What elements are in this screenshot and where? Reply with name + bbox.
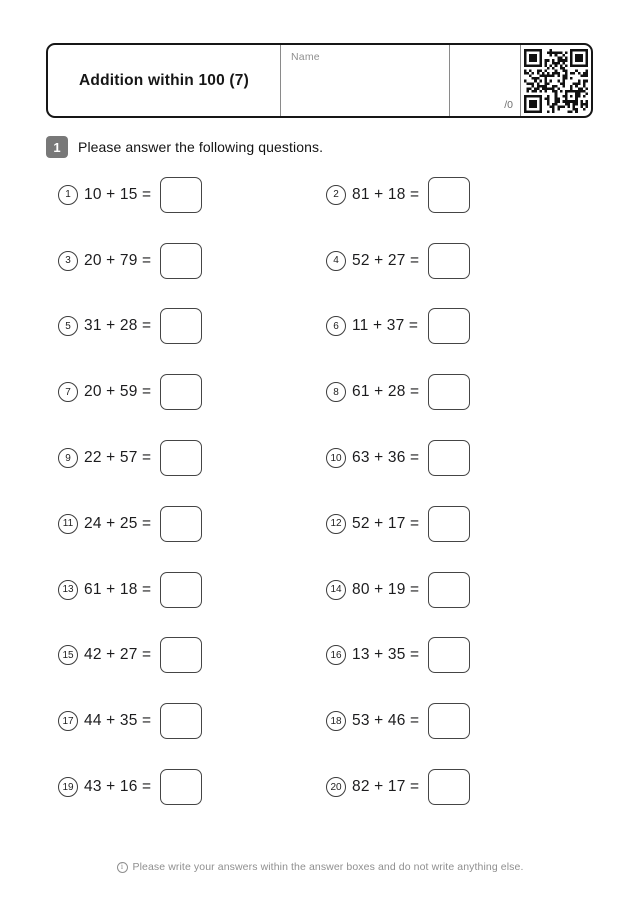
score-text: /0: [504, 99, 513, 111]
answer-box[interactable]: [428, 703, 470, 739]
answer-box[interactable]: [160, 769, 202, 805]
equation-text: 80 + 19 =: [352, 580, 420, 598]
question-number-badge: 4: [326, 251, 346, 271]
name-field[interactable]: [280, 45, 449, 116]
answer-box[interactable]: [160, 637, 202, 673]
answer-box[interactable]: [428, 506, 470, 542]
question-number-badge: 17: [58, 711, 78, 731]
section-instruction: Please answer the following questions.: [78, 139, 324, 155]
equation-text: 11 + 37 =: [352, 317, 419, 335]
equation-text: 22 + 57 =: [84, 449, 152, 467]
equation-text: 31 + 28 =: [84, 317, 152, 335]
equation-text: 61 + 28 =: [352, 383, 420, 401]
name-label: Name: [291, 51, 320, 63]
question-number-badge: 9: [58, 448, 78, 468]
question-number-badge: 20: [326, 777, 346, 797]
question-number-badge: 13: [58, 580, 78, 600]
problem-item: [58, 162, 202, 228]
question-number-badge: 5: [58, 316, 78, 336]
equation-text: 44 + 35 =: [84, 712, 152, 730]
equation-text: 10 + 15 =: [84, 185, 152, 203]
problem-item: [326, 425, 470, 491]
answer-box[interactable]: [428, 243, 470, 279]
equation-text: 61 + 18 =: [84, 580, 152, 598]
answer-box[interactable]: [428, 769, 470, 805]
score-cell: [449, 45, 520, 116]
equation-text: 52 + 27 =: [352, 251, 420, 269]
problem-item: [326, 688, 470, 754]
problems-grid: [58, 162, 538, 820]
equation-text: 52 + 17 =: [352, 514, 420, 532]
problem-item: [326, 754, 470, 820]
problem-item: [58, 425, 202, 491]
question-number-badge: 8: [326, 382, 346, 402]
title-cell: [48, 45, 280, 116]
section-header: [46, 136, 323, 158]
answer-box[interactable]: [428, 177, 470, 213]
answer-box[interactable]: [160, 243, 202, 279]
problem-item: [58, 294, 202, 360]
problem-item: [58, 557, 202, 623]
footer-text: Please write your answers within the answer boxes and do not write anything else.: [132, 861, 524, 873]
question-number-badge: 6: [326, 316, 346, 336]
equation-text: 43 + 16 =: [84, 778, 152, 796]
question-number-badge: 1: [58, 185, 78, 205]
problem-item: [326, 557, 470, 623]
answer-box[interactable]: [428, 440, 470, 476]
answer-box[interactable]: [160, 703, 202, 739]
answer-box[interactable]: [160, 177, 202, 213]
equation-text: 42 + 27 =: [84, 646, 152, 664]
problem-item: [326, 623, 470, 689]
answer-box[interactable]: [428, 572, 470, 608]
answer-box[interactable]: [160, 308, 202, 344]
page-title: Addition within 100 (7): [79, 71, 249, 89]
problem-item: [58, 228, 202, 294]
question-number-badge: 10: [326, 448, 346, 468]
question-number-badge: 19: [58, 777, 78, 797]
answer-box[interactable]: [428, 637, 470, 673]
answer-box[interactable]: [428, 374, 470, 410]
equation-text: 13 + 35 =: [352, 646, 420, 664]
problem-item: [58, 491, 202, 557]
question-number-badge: 11: [58, 514, 78, 534]
question-number-badge: 14: [326, 580, 346, 600]
equation-text: 82 + 17 =: [352, 778, 420, 796]
question-number-badge: 18: [326, 711, 346, 731]
answer-box[interactable]: [160, 440, 202, 476]
equation-text: 20 + 79 =: [84, 251, 152, 269]
info-icon: i: [117, 862, 128, 873]
qr-code-icon: [524, 49, 588, 113]
worksheet-header: [46, 43, 593, 118]
equation-text: 20 + 59 =: [84, 383, 152, 401]
problem-item: [58, 359, 202, 425]
equation-text: 24 + 25 =: [84, 514, 152, 532]
equation-text: 53 + 46 =: [352, 712, 420, 730]
equation-text: 81 + 18 =: [352, 185, 420, 203]
question-number-badge: 12: [326, 514, 346, 534]
answer-box[interactable]: [160, 374, 202, 410]
problem-item: [58, 623, 202, 689]
question-number-badge: 15: [58, 645, 78, 665]
question-number-badge: 3: [58, 251, 78, 271]
answer-box[interactable]: [160, 572, 202, 608]
problem-item: [326, 294, 470, 360]
equation-text: 63 + 36 =: [352, 449, 420, 467]
question-number-badge: 2: [326, 185, 346, 205]
problem-item: [58, 688, 202, 754]
question-number-badge: 16: [326, 645, 346, 665]
problem-item: [326, 162, 470, 228]
problem-item: [326, 491, 470, 557]
qr-cell: [520, 45, 591, 116]
answer-box[interactable]: [160, 506, 202, 542]
problem-item: [326, 228, 470, 294]
answer-box[interactable]: [428, 308, 470, 344]
problem-item: [58, 754, 202, 820]
section-number-badge: 1: [46, 136, 68, 158]
question-number-badge: 7: [58, 382, 78, 402]
problem-item: [326, 359, 470, 425]
footer-note: [0, 861, 640, 873]
